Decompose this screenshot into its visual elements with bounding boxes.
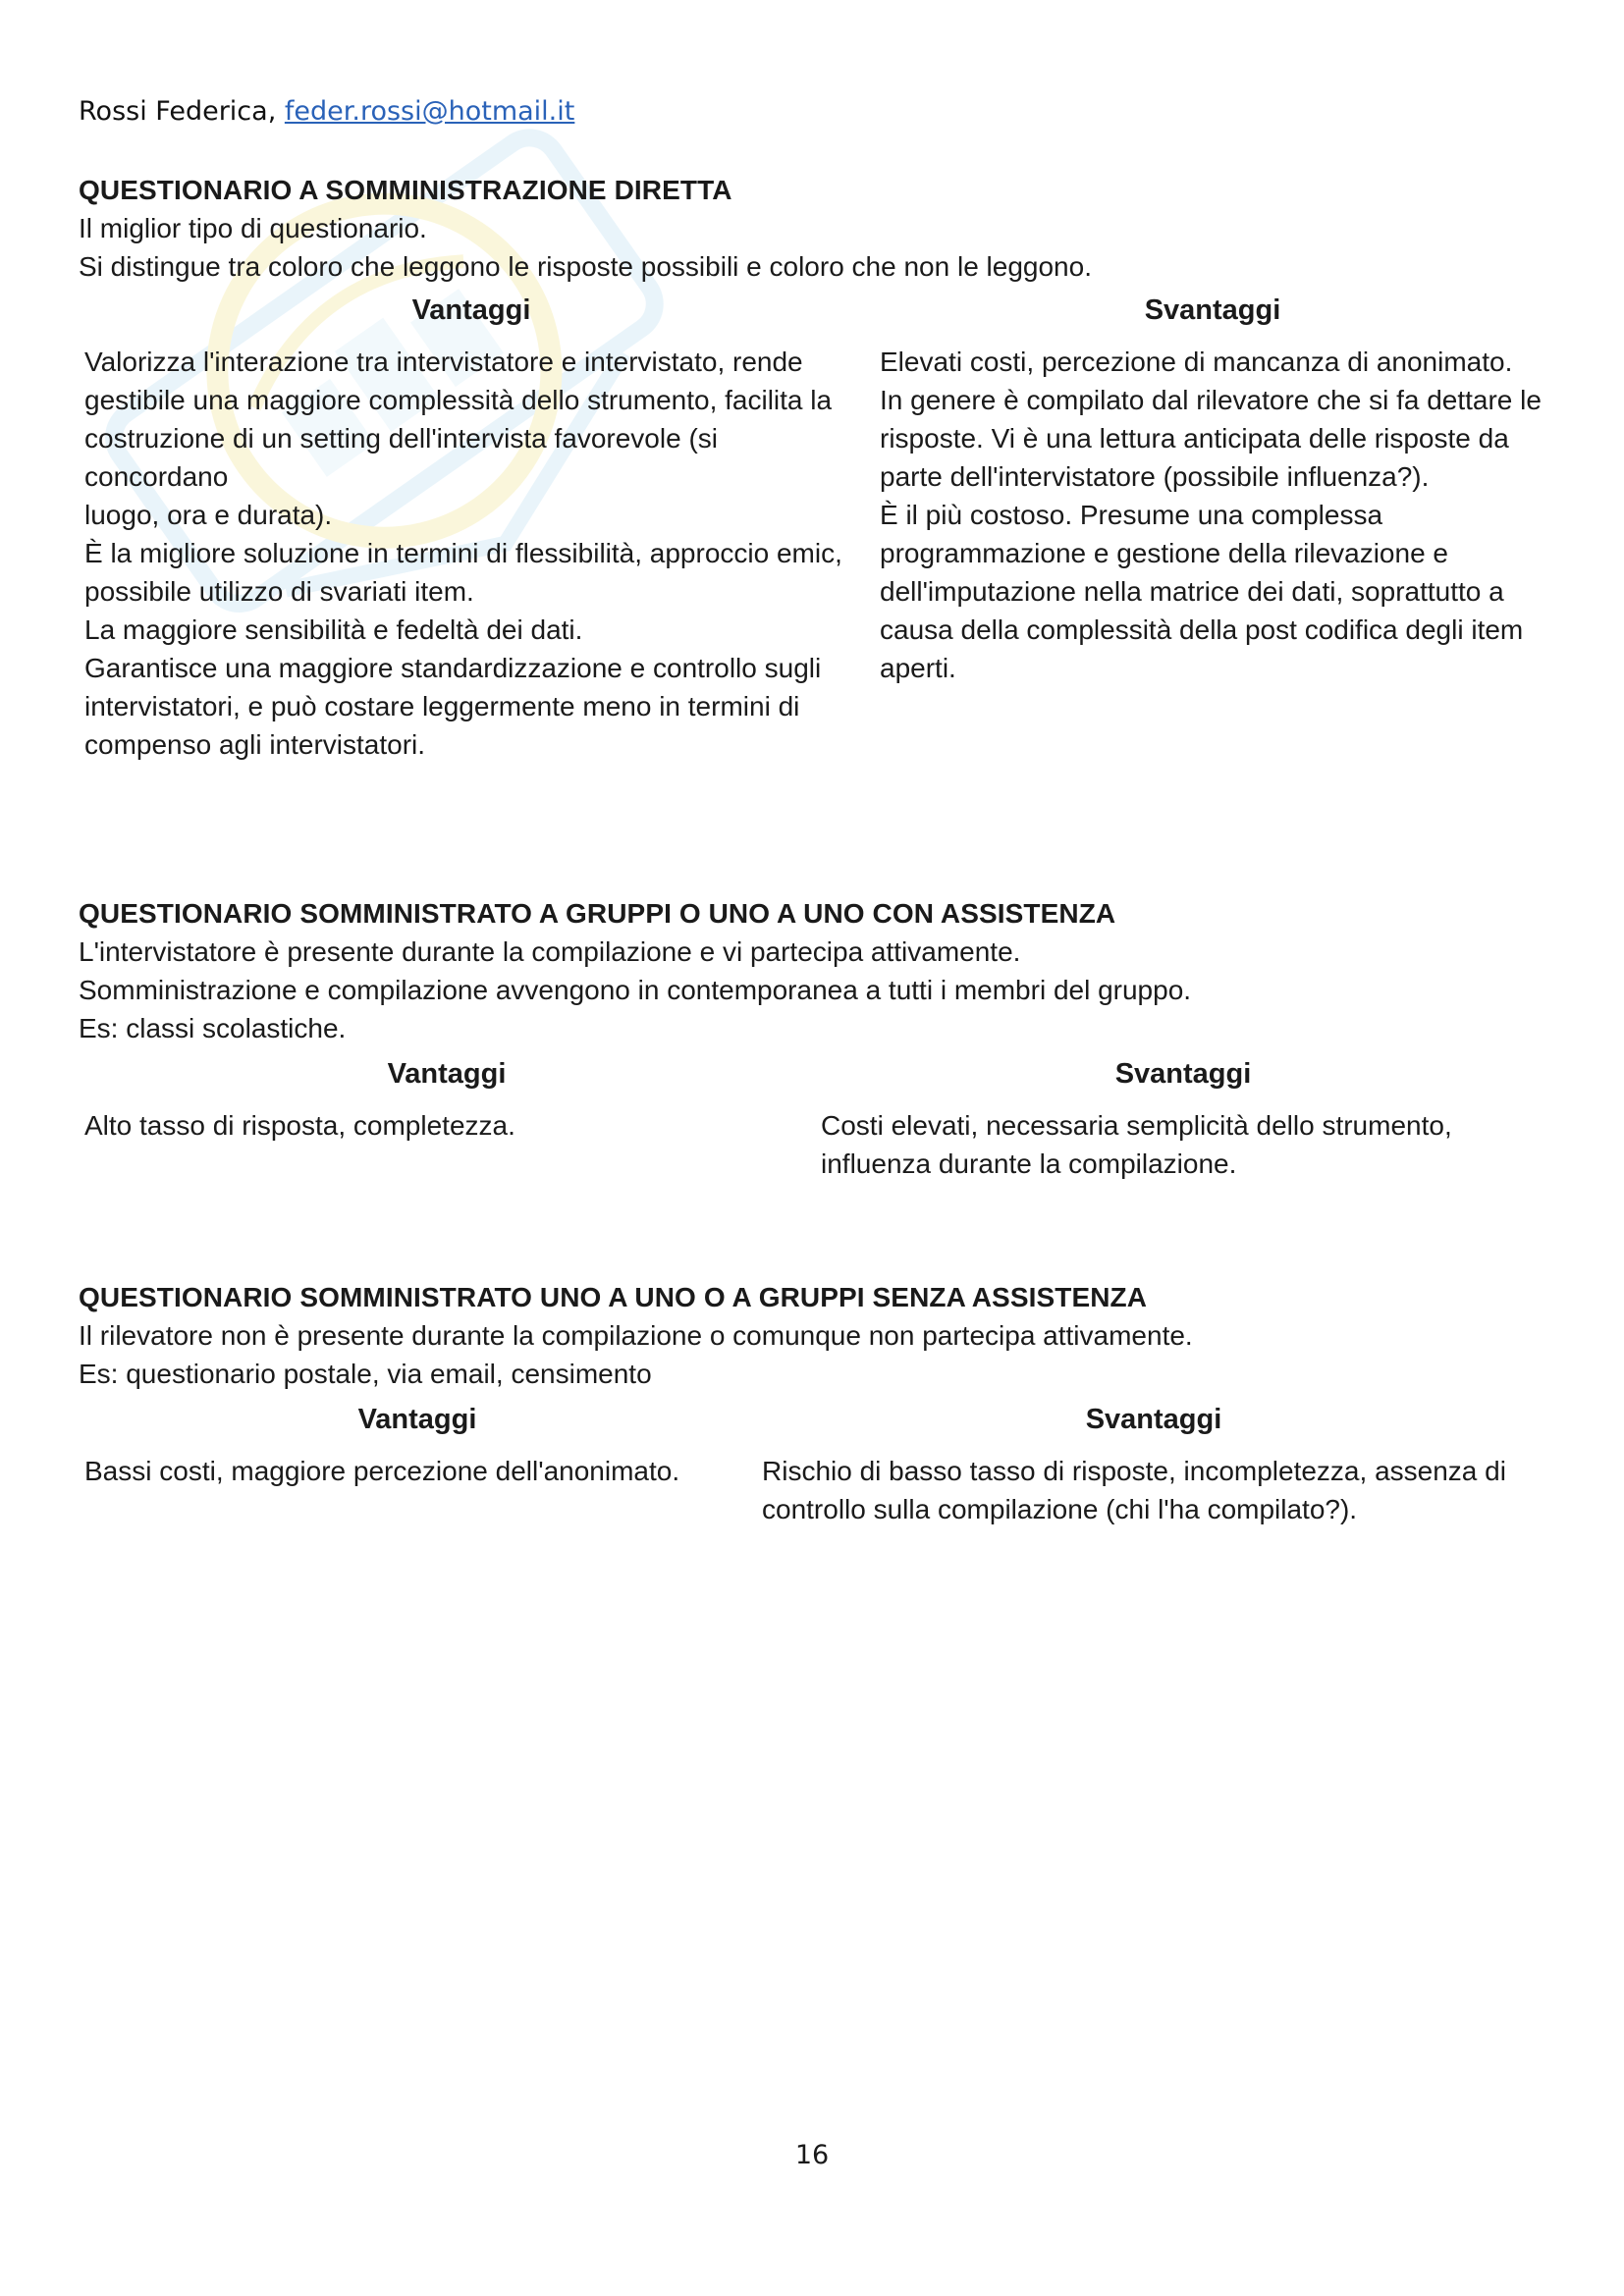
section-title: QUESTIONARIO A SOMMINISTRAZIONE DIRETTA bbox=[79, 175, 732, 205]
advantages-line: Bassi costi, maggiore percezione dell'anonimato. bbox=[84, 1456, 680, 1486]
disadvantages-column bbox=[756, 1401, 1551, 1528]
advantages-line: possibile utilizzo di svariati item. bbox=[84, 576, 474, 607]
section-title: QUESTIONARIO SOMMINISTRATO A GRUPPI O UNO A UNO CON ASSISTENZA bbox=[79, 898, 1116, 929]
author-name: Rossi Federica, bbox=[79, 96, 277, 127]
advantages-line: gestibile una maggiore complessità dello strumento, facilita la bbox=[84, 385, 833, 415]
header-line bbox=[79, 96, 574, 127]
section-intro-line: Il miglior tipo di questionario. bbox=[79, 213, 427, 243]
disadvantages-line: Rischio di basso tasso di risposte, incompletezza, assenza di bbox=[762, 1456, 1506, 1486]
advantages-column bbox=[79, 292, 864, 764]
disadvantages-line: parte dell'intervistatore (possibile influenza?). bbox=[880, 461, 1430, 492]
disadvantages-line: dell'imputazione nella matrice dei dati, soprattutto a bbox=[880, 576, 1504, 607]
disadvantages-heading: Svantaggi bbox=[1144, 294, 1281, 326]
disadvantages-column bbox=[874, 292, 1551, 764]
disadvantages-heading: Svantaggi bbox=[1085, 1404, 1222, 1435]
disadvantages-line: causa della complessità della post codifica degli item bbox=[880, 614, 1524, 645]
advantages-line: intervistatori, e può costare leggermente meno in termini di bbox=[84, 691, 800, 721]
page-number: 16 bbox=[794, 2140, 830, 2170]
disadvantages-line: controllo sulla compilazione (chi l'ha compilato?). bbox=[762, 1494, 1358, 1524]
disadvantages-heading: Svantaggi bbox=[1114, 1058, 1252, 1090]
section-intro-line: Somministrazione e compilazione avvengono in contemporanea a tutti i membri del gruppo. bbox=[79, 975, 1192, 1005]
section-intro-line: Es: questionario postale, via email, censimento bbox=[79, 1359, 652, 1389]
disadvantages-line: Costi elevati, necessaria semplicità dello strumento, bbox=[821, 1110, 1452, 1141]
disadvantages-column bbox=[815, 1055, 1551, 1183]
section-con-assistenza bbox=[79, 895, 1551, 1183]
disadvantages-line: risposte. Vi è una lettura anticipata delle risposte da bbox=[880, 423, 1509, 454]
disadvantages-line: È il più costoso. Presume una complessa bbox=[880, 500, 1383, 530]
disadvantages-line: In genere è compilato dal rilevatore che si fa dettare le bbox=[880, 385, 1542, 415]
advantages-heading: Vantaggi bbox=[411, 294, 531, 326]
section-diretta bbox=[79, 172, 1551, 764]
section-intro-line: Si distingue tra coloro che leggono le risposte possibili e coloro che non le leggono. bbox=[79, 251, 1092, 282]
section-senza-assistenza bbox=[79, 1279, 1551, 1528]
section-intro-line: Il rilevatore non è presente durante la compilazione o comunque non partecipa attivamente. bbox=[79, 1320, 1193, 1351]
disadvantages-line: aperti. bbox=[880, 653, 956, 683]
advantages-line: compenso agli intervistatori. bbox=[84, 729, 426, 760]
advantages-line: La maggiore sensibilità e fedeltà dei dati. bbox=[84, 614, 583, 645]
advantages-line: luogo, ora e durata). bbox=[84, 500, 333, 530]
advantages-line: È la migliore soluzione in termini di flessibilità, approccio emic, bbox=[84, 538, 842, 568]
disadvantages-line: influenza durante la compilazione. bbox=[821, 1148, 1237, 1179]
disadvantages-line: programmazione e gestione della rilevazione e bbox=[880, 538, 1449, 568]
advantages-line: Alto tasso di risposta, completezza. bbox=[84, 1110, 515, 1141]
advantages-line: costruzione di un setting dell'intervista favorevole (si concordano bbox=[84, 423, 718, 492]
advantages-column bbox=[79, 1055, 815, 1183]
advantages-heading: Vantaggi bbox=[357, 1404, 477, 1435]
advantages-line: Garantisce una maggiore standardizzazione e controllo sugli bbox=[84, 653, 822, 683]
advantages-column bbox=[79, 1401, 756, 1528]
advantages-line: Valorizza l'interazione tra intervistatore e intervistato, rende bbox=[84, 347, 803, 377]
section-intro-line: Es: classi scolastiche. bbox=[79, 1013, 347, 1043]
advantages-heading: Vantaggi bbox=[387, 1058, 507, 1090]
author-email-link[interactable]: feder.rossi@hotmail.it bbox=[284, 96, 575, 127]
section-title: QUESTIONARIO SOMMINISTRATO UNO A UNO O A GRUPPI SENZA ASSISTENZA bbox=[79, 1282, 1148, 1312]
disadvantages-line: Elevati costi, percezione di mancanza di anonimato. bbox=[880, 347, 1513, 377]
section-intro-line: L'intervistatore è presente durante la compilazione e vi partecipa attivamente. bbox=[79, 936, 1021, 967]
